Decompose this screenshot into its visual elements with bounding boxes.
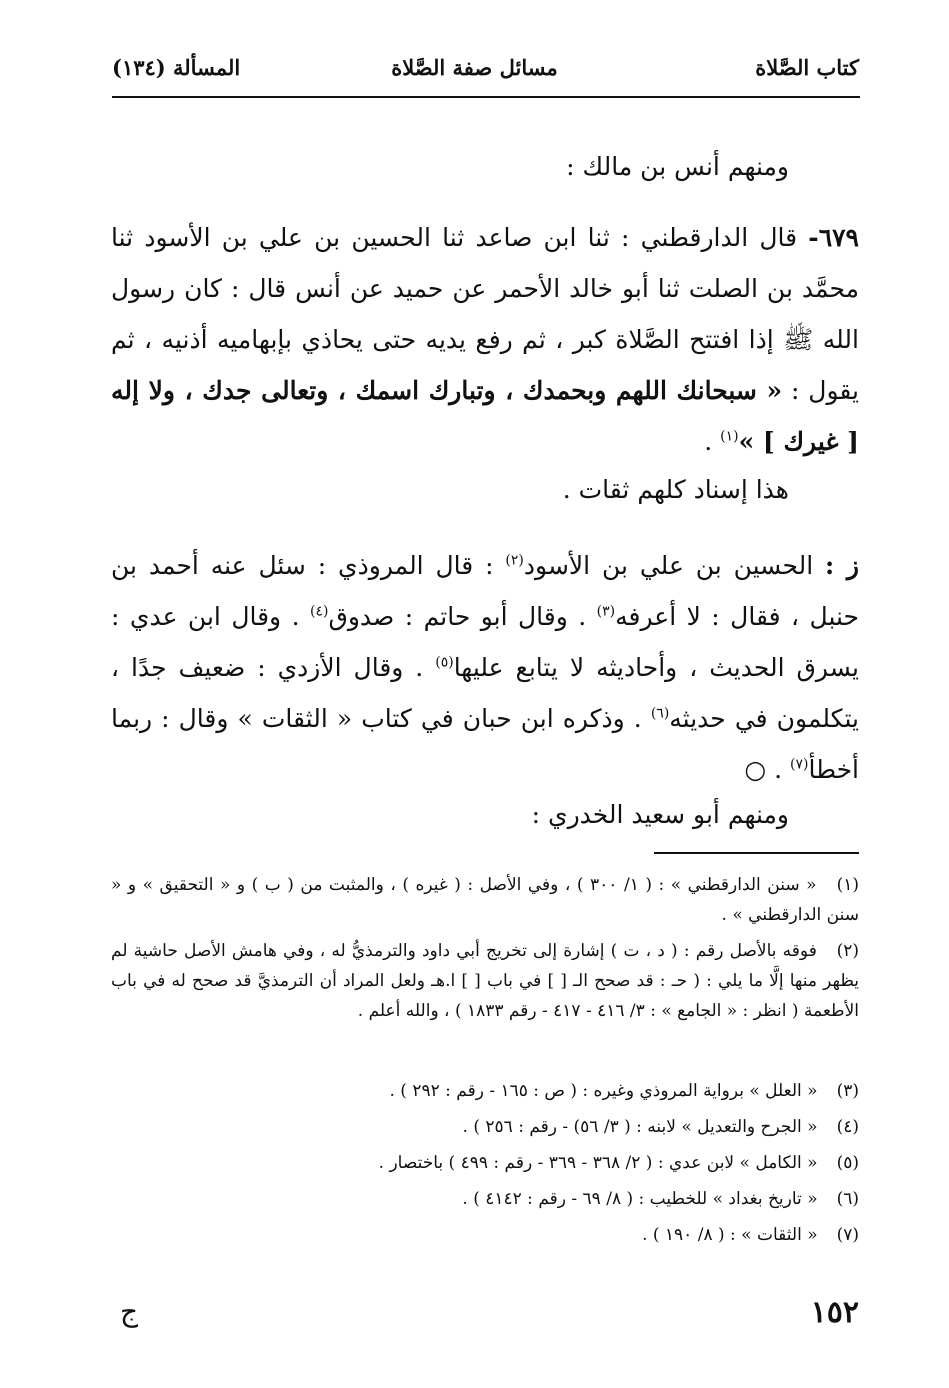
- narrator-text-4: . وقال ابن عدي : يسرق الحديث ، وأحاديثه لا يتابع عليها: [111, 602, 859, 682]
- footnote-text: « الجرح والتعديل » لابنه : ( ٣/ ٥٦) - رقم : ٢٥٦ ) .: [462, 1117, 818, 1137]
- footnote-label: (٢): [836, 941, 860, 961]
- footnote-label: (١): [836, 875, 860, 895]
- footnote-text: « العلل » برواية المروذي وغيره : ( ص : ١٦٥ - رقم : ٢٩٢ ) .: [389, 1081, 818, 1101]
- footnote-ref-2: (٢): [505, 552, 524, 569]
- narrator-text-1: الحسين بن علي بن الأسود: [523, 551, 826, 580]
- footnote-ref-4: (٤): [309, 603, 329, 620]
- footnote-2: [111, 936, 859, 1026]
- running-head-book: كتاب الصَّلاة: [755, 55, 859, 80]
- section-heading-anas: ومنهم أنس بن مالك :: [566, 152, 789, 181]
- footnote-1: [111, 870, 859, 930]
- footnote-text: « سنن الدارقطني » : ( ١/ ٣٠٠ ) ، وفي الأصل : ( غيره ) ، والمثبت من ( ب ) و « التحقيق » و « سنن الدارقطني » .: [111, 875, 859, 925]
- narrator-text-3: . وقال أبو حاتم : صدوق: [328, 602, 597, 631]
- running-head-chapter: مسائل صفة الصَّلاة: [391, 55, 558, 80]
- footnote-label: (٥): [836, 1153, 859, 1173]
- footnote-6: [111, 1184, 859, 1214]
- footnote-ref-6: (٦): [650, 705, 670, 722]
- narrator-text-6: . وذكره ابن حبان في كتاب « الثقات » وقال : ربما أخطأ: [111, 704, 859, 784]
- footnote-ref-7: (٧): [790, 756, 809, 773]
- footnote-text: « تاريخ بغداد » للخطيب : ( ٨/ ٦٩ - رقم : ٤١٤٢ ) .: [462, 1189, 818, 1209]
- narrator-paragraph: [111, 540, 859, 795]
- narrator-text-2: : قال المروذي : سئل عنه أحمد بن حنبل ، فقال : لا أعرفه: [111, 551, 859, 631]
- section-heading-abu-said: ومنهم أبو سعيد الخدري :: [531, 800, 789, 829]
- header-rule: [112, 96, 860, 98]
- footnote-rule: [654, 852, 859, 854]
- footnote-text: فوقه بالأصل رقم : ( د ، ت ) إشارة إلى تخريج أبي داود والترمذيُّ له ، وفي هامش الأصل حاشية لم يظهر منها إلَّا ما يلي : ( حـ : قد صحح الـ [ ] في باب [ ] ا.هـ ولعل المراد أن الترمذيَّ قد صحح له في باب الأطعمة ( انظر : « الجامع » : ٣/ ٤١٦ - ٤١٧ - رقم ١٨٣٣ ) ، والله أعلم .: [111, 941, 859, 1021]
- hadith-number: ٦٧٩-: [808, 223, 859, 252]
- footnote-4: [111, 1112, 859, 1142]
- narrator-symbol: ز :: [825, 551, 859, 580]
- footnote-ref-3: (٣): [596, 603, 616, 620]
- footnote-label: (٦): [836, 1189, 859, 1209]
- footnote-label: (٧): [836, 1225, 859, 1245]
- footnote-ref-5: (٥): [435, 654, 454, 671]
- hadith-paragraph: [111, 212, 859, 467]
- footnote-label: (٣): [836, 1081, 859, 1101]
- running-head-issue: المسألة (١٣٤): [112, 55, 241, 80]
- signature-mark: ج: [120, 1295, 139, 1328]
- footnote-text: « الكامل » لابن عدي : ( ٢/ ٣٦٨ - ٣٦٩ - رقم : ٤٩٩ ) باختصار .: [378, 1153, 818, 1173]
- hadith-text: قال الدارقطني : ثنا ابن صاعد ثنا الحسين بن علي بن الأسود ثنا محمَّد بن الصلت ثنا أبو خالد الأحمر عن حميد عن أنس قال : كان رسول الله ﷺ إذا افتتح الصَّلاة كبر ، ثم رفع يديه حتى يحاذي بإبهاميه أذنيه ، ثم يقول :: [111, 223, 859, 405]
- verdict-line: هذا إسناد كلهم ثقات .: [562, 475, 789, 504]
- narrator-text-5: . وقال الأزدي : ضعيف جدًا ، يتكلمون في حديثه: [111, 653, 859, 733]
- narrator-text-7: . ○: [744, 755, 790, 784]
- footnote-label: (٤): [836, 1117, 859, 1137]
- footnote-text: « الثقات » : ( ٨/ ١٩٠ ) .: [642, 1225, 818, 1245]
- footnote-5: [111, 1148, 859, 1178]
- page-number: ١٥٢: [810, 1295, 859, 1330]
- hadith-quote: « سبحانك اللهم وبحمدك ، وتبارك اسمك ، وتعالى جدك ، ولا إله [ غيرك ] »: [111, 376, 859, 456]
- hadith-end: .: [704, 427, 721, 456]
- footnote-3: [111, 1076, 859, 1106]
- footnote-ref-1: (١): [720, 428, 739, 445]
- footnote-7: [111, 1220, 859, 1250]
